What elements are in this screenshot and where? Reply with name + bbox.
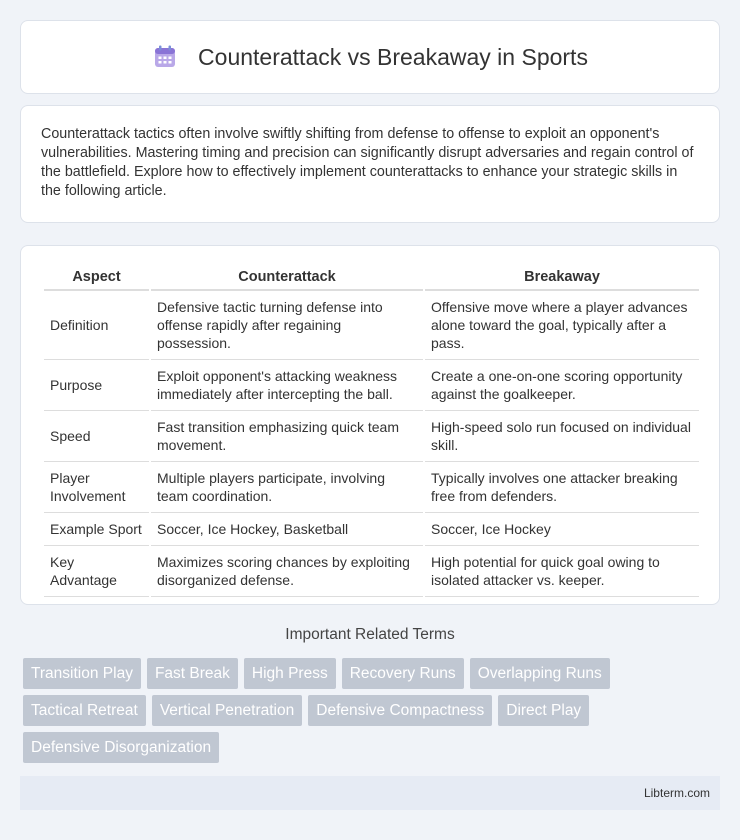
row-aspect: Speed [44, 411, 149, 462]
table-row [44, 411, 699, 462]
table-header-row [44, 263, 699, 291]
row-aspect: Example Sport [44, 513, 149, 546]
row-breakaway: Soccer, Ice Hockey [425, 513, 699, 546]
row-counterattack: Maximizes scoring chances by exploiting disorganized defense. [151, 546, 423, 597]
term-tag[interactable]: Defensive Disorganization [23, 732, 219, 763]
row-breakaway: Create a one-on-one scoring opportunity against the goalkeeper. [425, 360, 699, 411]
row-aspect: Key Advantage [44, 546, 149, 597]
term-tag[interactable]: Direct Play [498, 695, 589, 726]
row-counterattack: Exploit opponent's attacking weakness immediately after intercepting the ball. [151, 360, 423, 411]
row-breakaway: High potential for quick goal owing to isolated attacker vs. keeper. [425, 546, 699, 597]
table-row [44, 546, 699, 597]
term-tag[interactable]: High Press [244, 658, 336, 689]
footer-site-link[interactable]: Libterm.com [643, 786, 710, 800]
row-counterattack: Soccer, Ice Hockey, Basketball [151, 513, 423, 546]
related-terms-title: Important Related Terms [285, 626, 455, 643]
row-counterattack: Fast transition emphasizing quick team movement. [151, 411, 423, 462]
intro-text: Counterattack tactics often involve swiftly shifting from defense to offense to exploit an opponent's vulnerabilities. Mastering timing and precision can significantly disrupt adversaries and regain control of the battlefield. Explore how to effectively implement counterattacks to enhance your strategic skills in the following article. [41, 126, 694, 199]
calendar-icon [152, 44, 178, 70]
term-tag[interactable]: Tactical Retreat [23, 695, 146, 726]
row-aspect: Purpose [44, 360, 149, 411]
term-tag[interactable]: Fast Break [147, 658, 238, 689]
term-tag[interactable]: Transition Play [23, 658, 141, 689]
row-aspect: Player Involvement [44, 462, 149, 513]
header-counterattack: Counterattack [151, 263, 423, 291]
comparison-table [42, 263, 701, 597]
table-row [44, 462, 699, 513]
header-aspect: Aspect [44, 263, 149, 291]
page-title: Counterattack vs Breakaway in Sports [198, 43, 588, 70]
header-card [20, 20, 720, 94]
term-tag[interactable]: Overlapping Runs [470, 658, 610, 689]
row-counterattack: Multiple players participate, involving team coordination. [151, 462, 423, 513]
row-breakaway: Typically involves one attacker breaking free from defenders. [425, 462, 699, 513]
related-terms-list [23, 658, 723, 769]
term-tag[interactable]: Defensive Compactness [308, 695, 492, 726]
row-counterattack: Defensive tactic turning defense into offense rapidly after regaining possession. [151, 291, 423, 360]
table-row [44, 360, 699, 411]
intro-card [20, 105, 720, 223]
table-row [44, 513, 699, 546]
row-aspect: Definition [44, 291, 149, 360]
footer [20, 776, 720, 810]
row-breakaway: High-speed solo run focused on individual skill. [425, 411, 699, 462]
row-breakaway: Offensive move where a player advances alone toward the goal, typically after a pass. [425, 291, 699, 360]
header-breakaway: Breakaway [425, 263, 699, 291]
term-tag[interactable]: Vertical Penetration [152, 695, 302, 726]
term-tag[interactable]: Recovery Runs [342, 658, 464, 689]
comparison-table-card [20, 245, 720, 605]
table-row [44, 291, 699, 360]
